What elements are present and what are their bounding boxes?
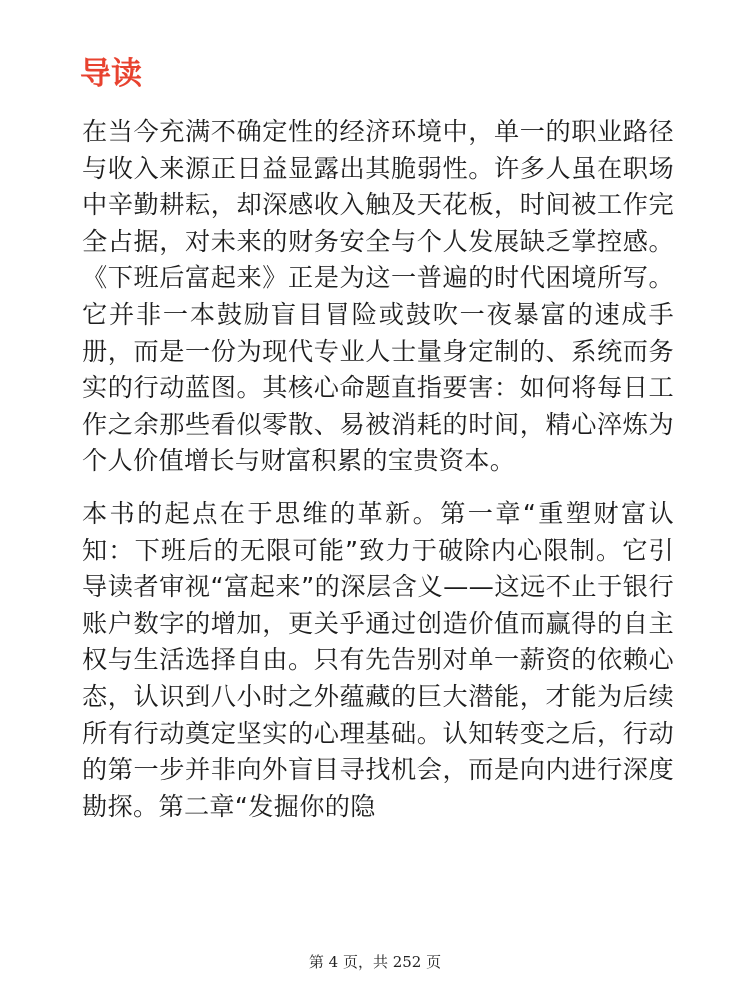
paragraph-2: 本书的起点在于思维的革新。第一章“重塑财富认知：下班后的无限可能”致力于破除内心限制。它引导读者审视“富起来”的深层含义——这远不止于银行账户数字的增加，更关乎通过创造价值而赢得的自主权与生活选择自由。只有先告别对单一薪资的依赖心态，认识到八小时之外蕴藏的巨大潜能，才能为后续所有行动奠定坚实的心理基础。认知转变之后，行动的第一步并非向外盲目寻找机会，而是向内进行深度勘探。第二章“发掘你的隐: [82, 498, 674, 821]
paragraph-1: 在当今充满不确定性的经济环境中，单一的职业路径与收入来源正日益显露出其脆弱性。许多人虽在职场中辛勤耕耘，却深感收入触及天花板，时间被工作完全占据，对未来的财务安全与个人发展缺乏掌控感。《下班后富起来》正是为这一普遍的时代困境所写。它并非一本鼓励盲目冒险或鼓吹一夜暴富的速成手册，而是一份为现代专业人士量身定制的、系统而务实的行动蓝图。其核心命题直指要害：如何将每日工作之余那些看似零散、易被消耗的时间，精心淬炼为个人价值增长与财富积累的宝贵资本。: [82, 117, 674, 476]
body-text: [82, 114, 674, 825]
section-title: 导读: [80, 56, 142, 92]
page-number-footer: 第 4 页，共 252 页: [308, 953, 442, 971]
